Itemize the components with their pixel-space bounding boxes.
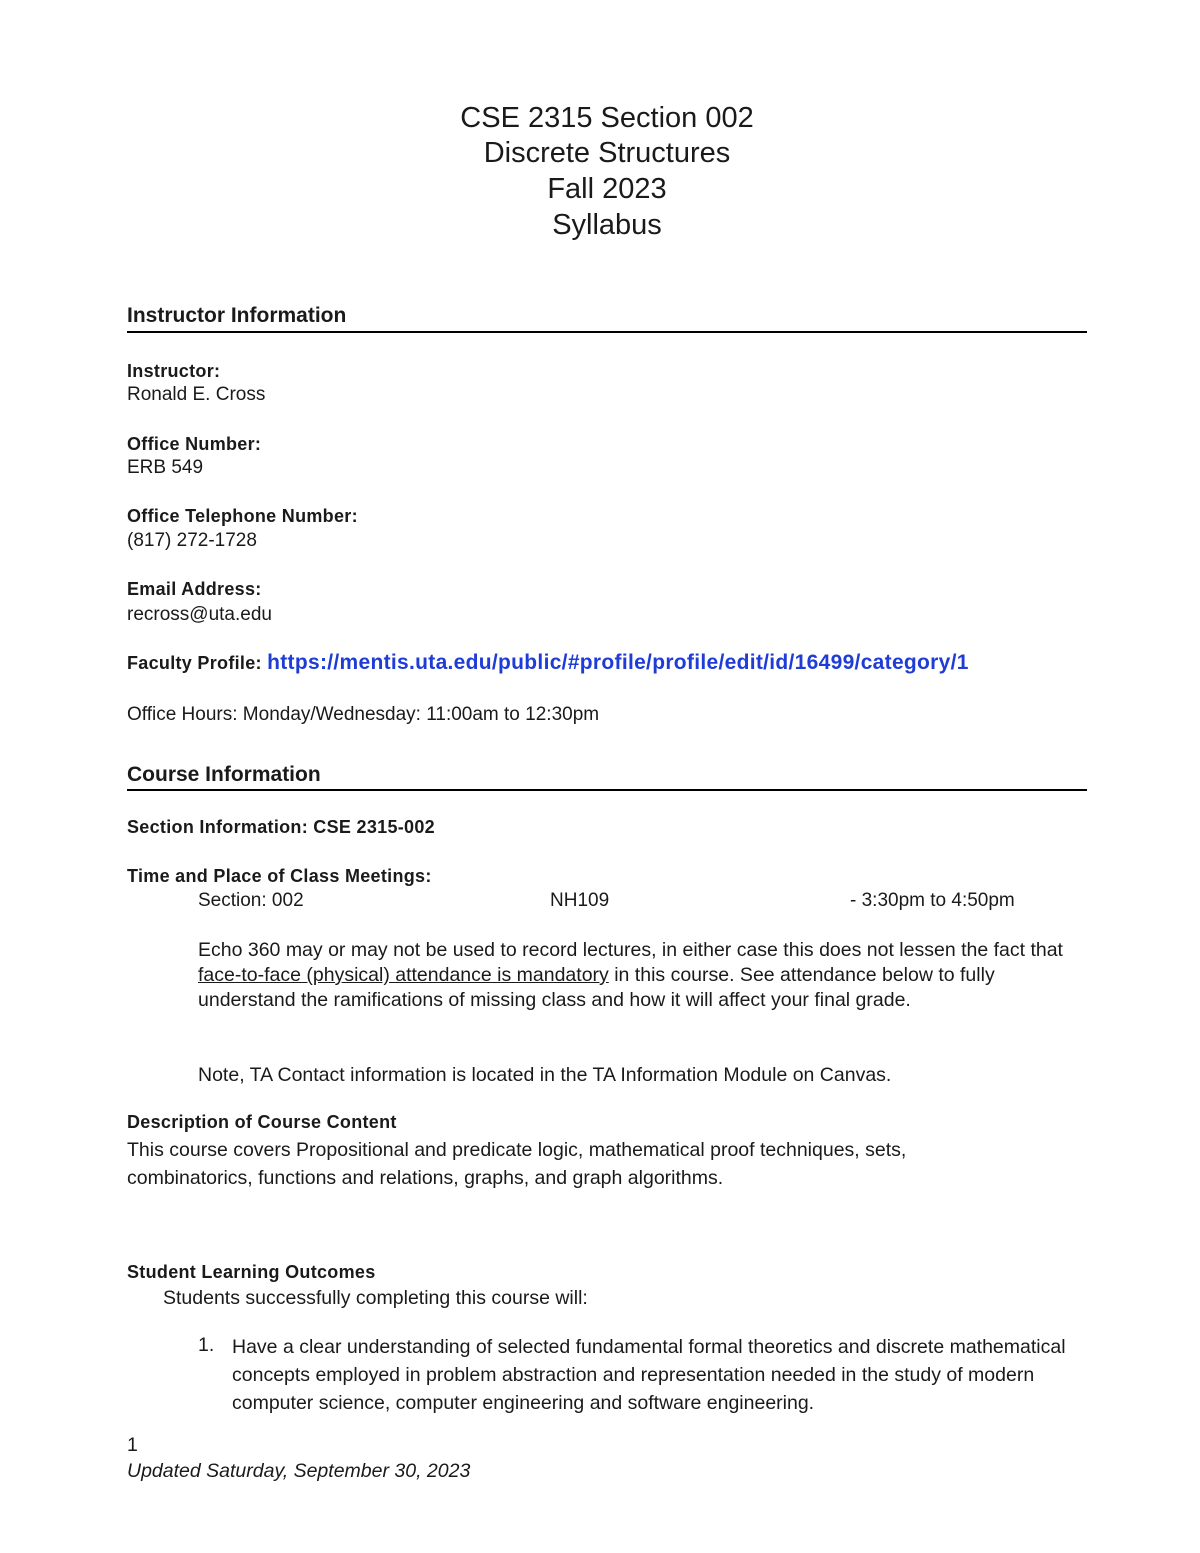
description-text: This course covers Propositional and predicate logic, mathematical proof techniques, sets, combinatorics, functions and relations, graphs, and graph algorithms.: [127, 1139, 907, 1189]
doc-title-type: Syllabus: [552, 209, 662, 241]
office-value: ERB 549: [127, 457, 204, 478]
faculty-profile-label: Faculty Profile:: [127, 653, 262, 673]
echo-paragraph: [198, 938, 1088, 1013]
doc-title-course: CSE 2315 Section 002: [460, 102, 754, 134]
description-heading: Description of Course Content: [127, 1112, 397, 1132]
outcome-text: Have a clear understanding of selected fundamental formal theoretics and discrete mathematical concepts employed in problem abstraction and representation needed in the study of modern computer science, computer engineering and software engineering.: [232, 1336, 1066, 1414]
ta-note: Note, TA Contact information is located in the TA Information Module on Canvas.: [198, 1064, 892, 1086]
email-value: recross@uta.edu: [127, 604, 272, 625]
outcomes-heading: Student Learning Outcomes: [127, 1262, 376, 1282]
instructor-heading-rule: [127, 331, 1087, 333]
course-heading-rule: [127, 789, 1087, 791]
meeting-room: NH109: [550, 890, 610, 911]
instructor-value: Ronald E. Cross: [127, 384, 266, 405]
office-label: Office Number:: [127, 434, 262, 454]
meeting-time: - 3:30pm to 4:50pm: [850, 890, 1015, 911]
office-hours: Office Hours: Monday/Wednesday: 11:00am to 12:30pm: [127, 704, 600, 725]
page-number: 1: [127, 1434, 138, 1456]
outcome-number: 1.: [198, 1334, 215, 1356]
instructor-heading: Instructor Information: [127, 304, 347, 327]
updated-date: Updated Saturday, September 30, 2023: [127, 1460, 471, 1482]
doc-title-name: Discrete Structures: [483, 137, 731, 169]
doc-title-term: Fall 2023: [547, 173, 667, 205]
instructor-label: Instructor:: [127, 361, 221, 381]
course-heading: Course Information: [127, 763, 321, 786]
email-label: Email Address:: [127, 579, 262, 599]
outcomes-intro: Students successfully completing this course will:: [163, 1287, 588, 1309]
faculty-profile-link[interactable]: https://mentis.uta.edu/public/#profile/profile/edit/id/16499/category/1: [267, 651, 969, 674]
meeting-section: Section: 002: [198, 890, 304, 911]
faculty-profile-row: [127, 651, 969, 675]
echo-text-start: Echo 360 may or may not be used to record lectures, in either case this does not lessen the fact that: [198, 939, 1063, 961]
echo-text-end: in this course. See attendance below to fully understand the ramifications of missing class and how it will affect your final grade.: [198, 964, 995, 1011]
phone-label: Office Telephone Number:: [127, 506, 358, 526]
section-info: Section Information: CSE 2315-002: [127, 817, 435, 837]
meetings-label: Time and Place of Class Meetings:: [127, 866, 432, 886]
attendance-mandatory-text: face-to-face (physical) attendance is mandatory: [198, 964, 609, 986]
phone-value: (817) 272-1728: [127, 530, 257, 551]
